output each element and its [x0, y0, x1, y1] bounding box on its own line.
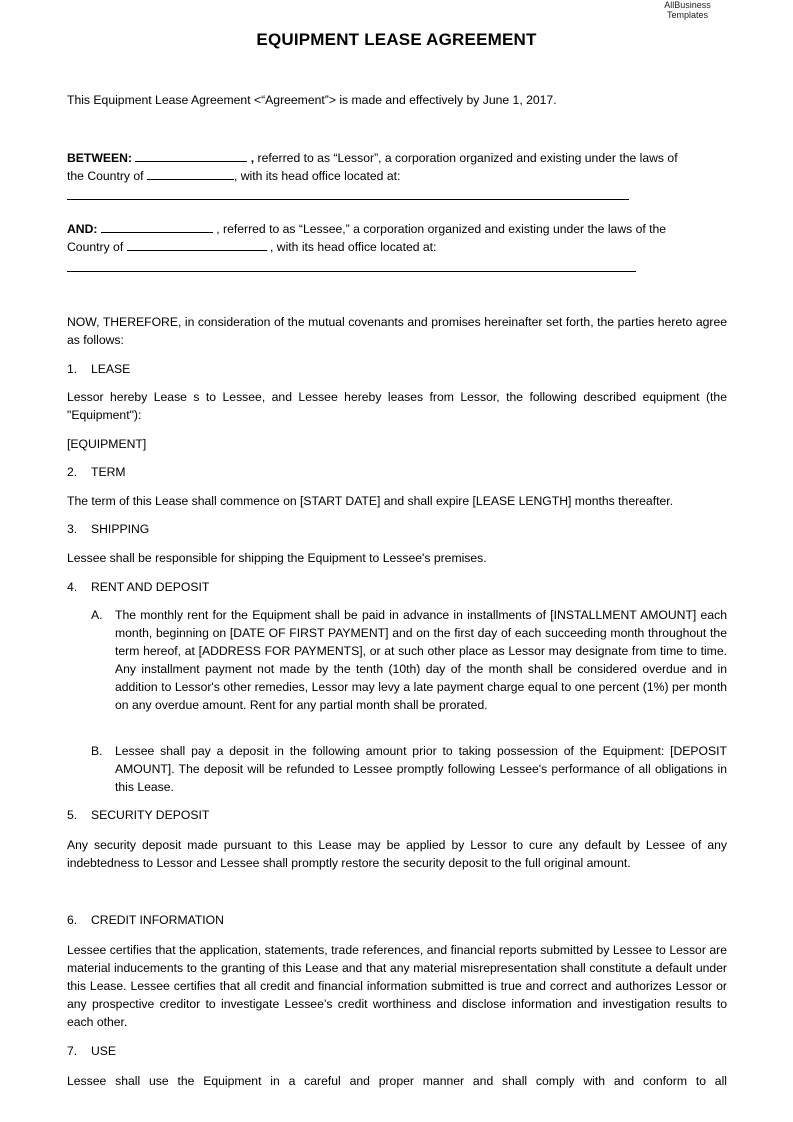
document-title: EQUIPMENT LEASE AGREEMENT — [256, 30, 537, 49]
lessee-country-blank[interactable] — [127, 238, 267, 251]
section-body-shipping: Lessee shall be responsible for shipping the Equipment to Lessee's premises. — [67, 551, 487, 565]
section-title: RENT AND DEPOSIT — [91, 580, 210, 594]
section-heading-term — [67, 463, 126, 481]
between-text-2a: the Country of — [67, 169, 147, 183]
item-text: Lessee shall pay a deposit in the following amount prior to taking possession of the Equipment: [DEPOSIT AMOUNT]. The deposit will be refunded to Lessee promptly following Lessee's performance of all obligations in this Lease. — [115, 744, 727, 794]
between-text-2b: , with its head office located at: — [233, 169, 401, 183]
section-number: 4. — [67, 580, 78, 594]
brand-line2: Templates — [666, 10, 709, 20]
between-text-1: referred to as “Lessor”, a corporation organized and existing under the laws of — [254, 151, 678, 165]
section-body-security-deposit: Any security deposit made pursuant to this Lease may be applied by Lessor to cure any default by Lessee of any indebtedness to Lessor and Lessee shall promptly restore the security deposit to the full original amount. — [67, 838, 727, 870]
section-number: 3. — [67, 522, 78, 536]
therefore-paragraph: NOW, THEREFORE, in consideration of the mutual covenants and promises hereinafter set forth, the parties hereto agree as follows: — [67, 315, 727, 347]
section-heading-shipping — [67, 520, 149, 538]
and-text-2b: , with its head office located at: — [266, 240, 437, 254]
and-label: AND: — [67, 222, 98, 236]
section-title: SECURITY DEPOSIT — [91, 808, 210, 822]
section-title: SHIPPING — [91, 522, 150, 536]
section-number: 1. — [67, 362, 78, 376]
lessor-name-blank[interactable] — [135, 149, 247, 162]
and-text-2a: Country of — [67, 240, 127, 254]
lessee-address-blank[interactable] — [67, 271, 636, 272]
section-title: CREDIT INFORMATION — [91, 913, 224, 927]
section-heading-lease — [67, 360, 130, 378]
and-text-1: , referred to as “Lessee,” a corporation organized and existing under the laws of the — [212, 222, 667, 236]
and-line-2 — [67, 238, 727, 256]
section-number: 6. — [67, 913, 78, 927]
between-line-1 — [67, 149, 727, 167]
section-body-term: The term of this Lease shall commence on [START DATE] and shall expire [LEASE LENGTH] months thereafter. — [67, 494, 674, 508]
and-line-1 — [67, 220, 727, 238]
item-label: A. — [91, 608, 103, 622]
between-label: BETWEEN: — [67, 151, 132, 165]
item-text: The monthly rent for the Equipment shall be paid in advance in installments of [INSTALLMENT AMOUNT] each month, beginning on [DATE OF FIRST PAYMENT] and on the first day of each succeeding month throughout the term hereof, at [ADDRESS FOR PAYMENTS], or at such other place as Lessor may designate from time to time. Any installment payment not made by the tenth (10th) day of the month shall be considered overdue and in addition to Lessor's other remedies, Lessor may levy a late payment charge equal to one percent (1%) per month on any overdue amount. Rent for any partial month shall be prorated. — [115, 608, 727, 712]
section-heading-rent — [67, 578, 209, 596]
item-label: B. — [91, 744, 103, 758]
intro-paragraph: This Equipment Lease Agreement <“Agreement”> is made and effectively by June 1, 2017. — [67, 93, 557, 107]
section-title: TERM — [91, 465, 126, 479]
rent-item-b — [91, 742, 727, 796]
between-line-2 — [67, 167, 727, 185]
section-heading-security-deposit — [67, 806, 209, 824]
section-heading-use — [67, 1042, 116, 1060]
section-body-credit: Lessee certifies that the application, statements, trade references, and financial reports submitted by Lessee to Lessor are material inducements to the granting of this Lease and that any material misrepresentation shall constitute a default under this Lease. Lessee certifies that all credit and financial information submitted is true and correct and authorizes Lessor or any prospective creditor to investigate Lessee’s credit worthiness and disclose information and investigation results to each other. — [67, 943, 727, 1029]
brand-line1: AllBusiness — [664, 0, 711, 10]
rent-item-a — [91, 606, 727, 714]
lessee-name-blank[interactable] — [101, 220, 213, 233]
section-number: 7. — [67, 1044, 78, 1058]
section-heading-credit — [67, 911, 224, 929]
section-number: 5. — [67, 808, 78, 822]
section-body-lease: Lessor hereby Lease s to Lessee, and Lessee hereby leases from Lessor, the following described equipment (the "Equipment"): — [67, 390, 727, 422]
brand-logo — [650, 0, 725, 20]
lessor-address-blank[interactable] — [67, 199, 629, 200]
lessor-country-blank[interactable] — [147, 167, 234, 180]
section-title: LEASE — [91, 362, 131, 376]
between-comma: , — [247, 151, 255, 165]
equipment-placeholder: [EQUIPMENT] — [67, 437, 147, 451]
section-body-use: Lessee shall use the Equipment in a careful and proper manner and shall comply with and conform to all — [67, 1074, 727, 1088]
section-title: USE — [91, 1044, 117, 1058]
section-number: 2. — [67, 465, 78, 479]
